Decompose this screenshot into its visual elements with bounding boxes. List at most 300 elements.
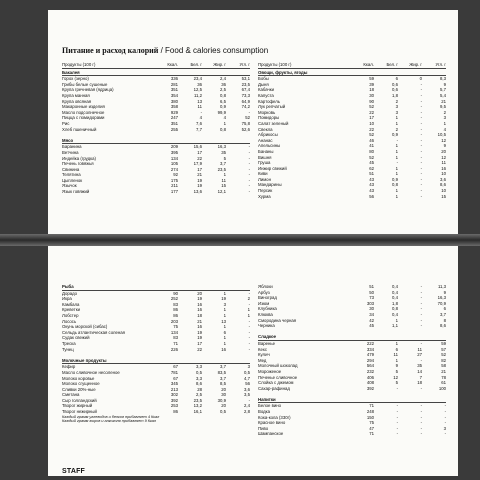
nutrient-value: 20 — [441, 148, 446, 154]
nutrient-value: - — [420, 340, 422, 346]
nutrient-value: - — [396, 137, 398, 143]
product-name: Масло сливочное несоленое — [62, 369, 120, 375]
nutrient-value: 16,3 — [217, 144, 226, 150]
nutrient-value: 358 — [170, 104, 178, 110]
nutrient-value: 52 — [441, 352, 446, 358]
nutrient-value: - — [420, 420, 422, 426]
nutrient-value: 7,7 — [196, 126, 202, 132]
nutrient-value: 23,5 — [193, 397, 202, 403]
nutrient-value: 0,4 — [392, 295, 398, 301]
nutrient-value: 20 — [197, 290, 202, 296]
nutrient-value: 1 — [395, 340, 398, 346]
nutrient-value: - — [248, 177, 250, 183]
category-heading: Сладкое — [258, 334, 446, 341]
category-heading: Бакалея — [62, 70, 250, 77]
nutrient-value: 3 — [443, 425, 446, 431]
header-value: Ккал. — [167, 62, 178, 67]
nutrient-value: 1 — [395, 317, 398, 323]
nutrient-value: - — [420, 104, 422, 110]
product-name: Абрикосы — [258, 132, 278, 138]
nutrient-value: - — [396, 414, 398, 420]
nutrient-value: 1 — [223, 340, 226, 346]
nutrient-value: 1 — [395, 115, 398, 121]
nutrient-value: 12 — [393, 374, 398, 380]
nutrient-value: 12,1 — [217, 189, 226, 195]
nutrient-value: 1,8 — [392, 92, 398, 98]
nutrient-value: 100 — [438, 385, 446, 391]
nutrient-value: 86 — [173, 312, 178, 318]
nutrient-value: - — [420, 143, 422, 149]
nutrient-value: 58 — [441, 363, 446, 369]
nutrient-value: 23,4 — [193, 76, 202, 82]
product-name: Бобы — [258, 76, 269, 82]
nutrient-value: 53,1 — [241, 76, 250, 82]
nutrient-value: - — [444, 431, 446, 437]
nutrient-value: 1,8 — [392, 300, 398, 306]
nutrient-value: 73,3 — [241, 92, 250, 98]
nutrient-value: - — [420, 120, 422, 126]
nutrient-value: 380 — [170, 98, 178, 104]
nutrient-value: 11,2 — [193, 92, 202, 98]
nutrient-value: - — [420, 148, 422, 154]
nutrient-value: 21 — [441, 368, 446, 374]
nutrient-value: 19 — [197, 335, 202, 341]
nutrient-value: - — [420, 284, 422, 289]
product-name: Кулич — [258, 352, 270, 358]
nutrient-value: 51 — [369, 171, 374, 177]
nutrient-value: 75 — [173, 324, 178, 330]
nutrient-value: 0,4 — [392, 284, 398, 289]
product-name: Тунец — [62, 346, 74, 352]
nutrient-value: 4 — [223, 115, 226, 121]
product-name: Лимон — [258, 176, 271, 182]
nutrient-value: - — [420, 115, 422, 121]
nutrient-value: 4 — [199, 115, 202, 121]
nutrient-value: 20 — [221, 386, 226, 392]
nutrient-value: 781 — [170, 369, 178, 375]
nutrient-value: 232 — [366, 368, 374, 374]
nutrient-value: 8,6 — [440, 182, 446, 188]
nutrient-value: 351 — [170, 120, 178, 126]
nutrient-value: 1 — [395, 188, 398, 194]
nutrient-value: 3,5 — [244, 392, 250, 398]
nutrient-value: 11 — [197, 104, 202, 110]
nutrient-value: 9,5 — [440, 104, 446, 110]
nutrient-value: 7 — [419, 374, 422, 380]
nutrient-value: 0 — [419, 76, 422, 82]
nutrient-value: - — [420, 357, 422, 363]
header-value: Бел. г — [190, 62, 202, 67]
product-name: Лосось — [62, 318, 77, 324]
nutrient-value: 18 — [369, 87, 374, 93]
nutrient-value: 252 — [170, 296, 178, 302]
nutrient-value: 57 — [441, 346, 446, 352]
nutrient-value: - — [420, 98, 422, 104]
product-name: Кабачки — [258, 87, 275, 93]
nutrient-value: 35 — [417, 363, 422, 369]
nutrient-value: 0,8 — [392, 182, 398, 188]
nutrient-value: 1 — [247, 312, 250, 318]
nutrient-value: 2 — [395, 98, 398, 104]
product-name: Салат зеленый — [258, 120, 289, 126]
product-name: Смородина черная — [258, 317, 297, 323]
nutrient-value: 1 — [247, 307, 250, 313]
nutrient-value: 6 — [395, 76, 398, 82]
product-name: Водка — [258, 409, 271, 415]
nutrient-value: 50 — [369, 289, 374, 295]
nutrient-value: 3,6 — [244, 386, 250, 392]
product-name: Белое вино — [258, 403, 282, 409]
nutrient-value: - — [420, 154, 422, 160]
nutrient-value: 30 — [369, 92, 374, 98]
nutrient-value: 1 — [223, 324, 226, 330]
nutrient-value: 5,7 — [440, 87, 446, 93]
nutrient-value: 4 — [443, 126, 446, 132]
nutrient-value: 71 — [173, 340, 178, 346]
product-name: Киви — [258, 171, 268, 177]
product-name: Клубника — [258, 306, 277, 312]
nutrient-value: 9 — [395, 363, 398, 369]
table-row — [62, 409, 250, 415]
nutrient-value: 67,4 — [241, 87, 250, 93]
fish-dairy-column — [62, 284, 250, 424]
nutrient-value: 20 — [221, 403, 226, 409]
nutrient-value: 64,9 — [241, 98, 250, 104]
product-name: Крупа манная — [62, 92, 90, 98]
nutrient-value: - — [420, 323, 422, 329]
nutrient-value: 16,3 — [437, 295, 446, 301]
nutrient-value: 6 — [443, 306, 446, 312]
nutrient-value: 16 — [441, 165, 446, 171]
nutrient-value: 59 — [369, 76, 374, 82]
nutrient-value: 45 — [369, 160, 374, 166]
product-name: Персик — [258, 188, 273, 194]
nutrient-value: - — [420, 385, 422, 391]
nutrient-value: - — [396, 420, 398, 426]
nutrient-value: 406 — [366, 374, 374, 380]
nutrient-value: - — [420, 317, 422, 323]
table-row — [62, 189, 250, 195]
nutrient-value: 22 — [197, 346, 202, 352]
table-row — [62, 347, 250, 353]
nutrient-value: - — [248, 301, 250, 307]
nutrient-value: 0,9 — [220, 104, 226, 110]
nutrient-value: - — [444, 409, 446, 415]
meat-grocery-column — [62, 62, 250, 195]
nutrient-value: 1 — [223, 312, 226, 318]
product-name: Апельсины — [258, 143, 281, 149]
nutrient-value: 1 — [223, 290, 226, 296]
nutrient-value: 351 — [170, 87, 178, 93]
product-name: Арбуз — [258, 289, 270, 295]
product-name: Цыпленок — [62, 177, 83, 183]
nutrient-value: 4,7 — [244, 375, 250, 381]
nutrient-value: 83,5 — [217, 369, 226, 375]
nutrient-value: 6 — [395, 346, 398, 352]
nutrient-value: 62 — [369, 165, 374, 171]
nutrient-value: 52,6 — [241, 126, 250, 132]
product-name: Творог жирный — [62, 403, 93, 409]
nutrient-value: 2 — [395, 126, 398, 132]
nutrient-value: - — [248, 149, 250, 155]
product-name: Инжир свежий — [258, 165, 287, 171]
nutrient-value: - — [396, 431, 398, 437]
nutrient-value: 177 — [170, 189, 178, 195]
table-row — [258, 323, 446, 329]
nutrient-value: 90 — [173, 290, 178, 296]
nutrient-value: 5 — [395, 368, 398, 374]
nutrient-value: 36 — [197, 81, 202, 87]
nutrient-value: 23,5 — [217, 166, 226, 172]
nutrient-value: 929 — [170, 109, 178, 115]
product-name: Икра — [62, 296, 72, 302]
nutrient-value: 248 — [366, 409, 374, 415]
nutrient-value: 21 — [197, 172, 202, 178]
nutrient-value: 294 — [366, 357, 374, 363]
nutrient-value: 392 — [366, 385, 374, 391]
nutrient-value: 99,9 — [217, 109, 226, 115]
nutrient-value: 105 — [170, 161, 178, 167]
nutrient-value: 19 — [197, 296, 202, 302]
product-name: Хлеб пшеничный — [62, 126, 97, 132]
nutrient-value: 36 — [221, 81, 226, 87]
product-name: Масло подсолнечное — [62, 109, 105, 115]
nutrient-value: 1 — [395, 148, 398, 154]
nutrient-value: - — [248, 335, 250, 341]
nutrient-value: 9 — [443, 143, 446, 149]
nutrient-value: - — [248, 189, 250, 195]
nutrient-value: - — [444, 414, 446, 420]
nutrient-value: 16 — [221, 346, 226, 352]
nutrient-value: 3,3 — [196, 375, 202, 381]
product-name: Печенье сливочное — [258, 374, 298, 380]
nutrient-value: 564 — [366, 363, 374, 369]
product-name: Телятина — [62, 172, 81, 178]
nutrient-value: - — [420, 188, 422, 194]
nutrient-value: 247 — [170, 115, 178, 121]
vegetables-fruits-column — [258, 62, 446, 199]
nutrient-value: 86 — [173, 307, 178, 313]
nutrient-value: - — [420, 109, 422, 115]
nutrient-value: 1 — [443, 120, 446, 126]
nutrient-value: - — [420, 160, 422, 166]
nutrient-value: 13,6 — [193, 189, 202, 195]
product-name: Камбала — [62, 301, 80, 307]
nutrient-value: 51 — [369, 284, 374, 289]
nutrient-value: 45 — [369, 323, 374, 329]
product-name: Пицца с помидорами — [62, 115, 105, 121]
nutrient-value: - — [420, 295, 422, 301]
product-name: Грибы белые сушеные — [62, 81, 108, 87]
nutrient-value: 17 — [197, 166, 202, 172]
product-name: Лук репчатый — [258, 104, 286, 110]
nutrient-value: - — [420, 165, 422, 171]
nutrient-value: - — [420, 431, 422, 437]
product-name: Творог нежирный — [62, 409, 97, 415]
nutrient-value: 52 — [369, 132, 374, 138]
nutrient-value: - — [248, 318, 250, 324]
nutrient-value: - — [420, 414, 422, 420]
nutrient-value: 134 — [170, 155, 178, 161]
table-row — [258, 386, 446, 392]
nutrient-value: 0,6 — [392, 81, 398, 87]
nutrient-value: 15 — [221, 183, 226, 189]
nutrient-value: 5 — [395, 380, 398, 386]
nutrient-value: 1 — [223, 172, 226, 178]
product-name: Картофель — [258, 98, 281, 104]
header-value: Угл. г — [239, 62, 250, 67]
product-name: Хурма — [258, 193, 271, 199]
nutrient-value: - — [444, 420, 446, 426]
product-name: Язык говяжий — [62, 189, 90, 195]
nutrient-value: 78 — [441, 374, 446, 380]
nutrient-value: 0,9 — [392, 176, 398, 182]
product-name: Свекла — [258, 126, 273, 132]
nutrient-value: 8 — [443, 317, 446, 323]
product-name: Треска — [62, 340, 76, 346]
nutrient-value: 3 — [223, 301, 226, 307]
header-product: Продукты (100 г) — [62, 62, 96, 67]
nutrient-value: 67 — [173, 364, 178, 370]
nutrient-value: 17 — [197, 340, 202, 346]
nutrient-value: 150 — [366, 414, 374, 420]
brand-logo: STAFF — [62, 468, 86, 475]
table-row — [62, 127, 250, 133]
nutrient-value: - — [248, 324, 250, 330]
product-name: Виноград — [258, 295, 277, 301]
product-name: Дыня — [258, 81, 269, 87]
nutrient-value: - — [248, 172, 250, 178]
nutrient-value: 71 — [369, 403, 374, 409]
nutrient-value: 35 — [221, 149, 226, 155]
nutrient-value: 479 — [366, 352, 374, 358]
nutrient-value: 1 — [395, 171, 398, 177]
table-row — [258, 194, 446, 200]
nutrient-value: 46 — [369, 137, 374, 143]
nutrient-value: 209 — [170, 144, 178, 150]
nutrient-value: 3 — [395, 104, 398, 110]
nutrient-value: - — [420, 171, 422, 177]
product-name: Макаронные изделия — [62, 104, 105, 110]
nutrient-value: 75 — [369, 420, 374, 426]
product-name: Сыр голландский — [62, 397, 97, 403]
nutrient-value: 27 — [417, 352, 422, 358]
product-name: Крупа овсяная — [62, 98, 92, 104]
nutrient-value: 16 — [197, 307, 202, 313]
nutrient-value: 5 — [223, 155, 226, 161]
nutrient-value: 0,5 — [244, 369, 250, 375]
nutrient-value: 21 — [441, 98, 446, 104]
nutrient-value: 0,8 — [220, 126, 226, 132]
nutrient-value: - — [420, 311, 422, 317]
category-heading: Мясо — [62, 138, 250, 145]
nutrient-value: 74,2 — [241, 104, 250, 110]
product-name: Сельдь атлантическая соленая — [62, 329, 125, 335]
nutrient-value: 10,5 — [437, 132, 446, 138]
nutrient-value: 213 — [170, 386, 178, 392]
nutrient-value: 10 — [441, 188, 446, 194]
nutrient-value: 303 — [366, 300, 374, 306]
nutrient-value: 0,4 — [392, 311, 398, 317]
product-name: Горох (зерно) — [62, 76, 89, 82]
header-value: Жир. г — [213, 62, 226, 67]
nutrient-value: 203 — [170, 318, 178, 324]
nutrient-value: 222 — [366, 340, 374, 346]
footnote: Каждый грамм углеводов и белков прибавляет 4 Ккал — [62, 414, 160, 419]
nutrient-value: 8,6 — [440, 323, 446, 329]
nutrient-value: - — [396, 160, 398, 166]
nutrient-value: 56 — [369, 193, 374, 199]
nutrient-value: 2,5 — [220, 87, 226, 93]
nutrient-value: 3,6 — [440, 176, 446, 182]
product-name: Лобстер — [62, 312, 79, 318]
nutrient-value: 8,5 — [220, 381, 226, 387]
product-name: Пиво — [258, 425, 269, 431]
nutrient-value: - — [248, 144, 250, 150]
product-name: Вишня — [258, 154, 272, 160]
nutrient-value: 30 — [369, 306, 374, 312]
nutrient-value: - — [420, 300, 422, 306]
nutrient-value: 9 — [443, 289, 446, 295]
nutrient-value: 0,5 — [220, 409, 226, 415]
nutrient-value: 281 — [170, 81, 178, 87]
nutrient-value: 13,2 — [193, 403, 202, 409]
nutrient-value: 16 — [197, 301, 202, 307]
nutrient-value: - — [420, 409, 422, 415]
product-name: Индейка (грудка) — [62, 155, 96, 161]
nutrient-value: 70,9 — [437, 300, 446, 306]
nutrient-value: 19 — [197, 177, 202, 183]
nutrient-value: 83 — [173, 301, 178, 307]
nutrient-value: 30 — [221, 392, 226, 398]
product-name: Рис — [62, 120, 70, 126]
product-name: Сахар-рафинад — [258, 385, 290, 391]
nutrient-value: 43 — [369, 176, 374, 182]
product-name: Варенье — [258, 340, 276, 346]
nutrient-value: - — [420, 126, 422, 132]
nutrient-value: - — [248, 346, 250, 352]
nutrient-value: 13 — [221, 318, 226, 324]
nutrient-value: 17 — [197, 149, 202, 155]
nutrient-value: 19 — [197, 183, 202, 189]
nutrient-value: 0,5 — [196, 369, 202, 375]
product-name: Молоко сгущенное — [62, 381, 100, 387]
nutrient-value: 80 — [369, 148, 374, 154]
nutrient-value: 15,6 — [193, 144, 202, 150]
nutrient-value: - — [248, 397, 250, 403]
nutrient-value: 274 — [170, 166, 178, 172]
product-name: Крупа гречневая (ядрица) — [62, 87, 114, 93]
nutrient-value: 17,9 — [193, 161, 202, 167]
nutrient-value: 3 — [247, 364, 250, 370]
nutrient-value: 41 — [369, 143, 374, 149]
nutrient-value: 302 — [170, 392, 178, 398]
category-heading: Молочные продукты — [62, 358, 250, 365]
nutrient-value: 22 — [197, 155, 202, 161]
product-name: Слойка с джемом — [258, 380, 294, 386]
nutrient-value: 1,1 — [392, 323, 398, 329]
nutrient-value: - — [200, 109, 202, 115]
product-name: Помидоры — [258, 115, 280, 121]
nutrient-value: 0,6 — [392, 87, 398, 93]
product-name: Ветчина — [62, 149, 79, 155]
nutrient-value: 3 — [395, 109, 398, 115]
nutrient-value: 73 — [369, 295, 374, 301]
product-name: Молоко коровье — [62, 375, 95, 381]
nutrient-value: 3 — [443, 115, 446, 121]
nutrient-value: 354 — [170, 92, 178, 98]
header-value: Ккал. — [363, 62, 374, 67]
